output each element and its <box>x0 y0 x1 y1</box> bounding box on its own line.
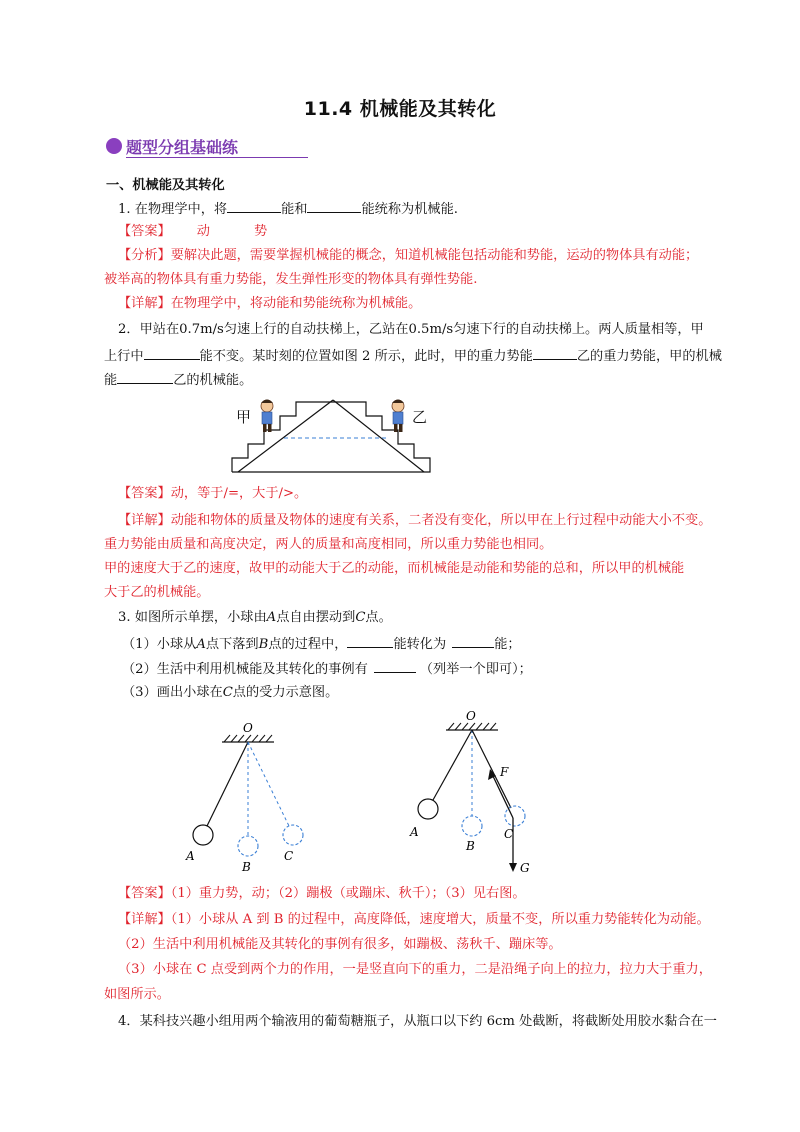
fig-label-jia: 甲 <box>236 408 252 426</box>
ball-A <box>193 825 213 845</box>
q2-detail-line3: 甲的速度大于乙的速度，故甲的动能大于乙的动能，而机械能是动能和势能的总和，所以甲的机械能 <box>104 561 685 576</box>
q3-p1-b: 点下落到 <box>205 637 259 652</box>
q2-line2-c: 乙的重力势能，甲的机械 <box>576 349 722 364</box>
fig-right-B: B <box>466 839 475 853</box>
q2-speed2: 0.5m/s <box>408 322 454 337</box>
q1-text-a: 1. 在物理学中，将 <box>118 202 228 217</box>
q3-detail-line2: （2）生活中利用机械能及其转化的事例有很多，如蹦极、荡秋千、蹦床等。 <box>118 937 562 952</box>
q3-p1-B: B <box>258 637 269 652</box>
string-A <box>433 730 472 800</box>
q1-stem <box>118 198 458 220</box>
ball-B <box>238 836 258 856</box>
q3-detail-text1: （1）小球从 A 到 B 的过程中，高度降低，速度增大，质量不变，所以重力势能转化为动能。 <box>170 912 710 927</box>
answer-label: 【答案】 <box>118 224 171 239</box>
q3-detail-line1 <box>118 910 710 930</box>
q2-blank-3 <box>117 369 173 384</box>
q3-blank-1 <box>347 633 393 648</box>
q2-line2 <box>104 345 722 367</box>
arrowhead-G-icon <box>509 863 517 872</box>
q2-blank-1 <box>144 345 200 360</box>
detail-label: 【详解】 <box>118 296 171 311</box>
q3-blank-3 <box>374 658 416 673</box>
q2-line1-b: 匀速上行的自动扶梯上，乙站在 <box>223 322 409 337</box>
q1-answer <box>118 222 267 242</box>
q3-blank-2 <box>452 633 494 648</box>
q1-detail-text: 在物理学中，将动能和势能统称为机械能。 <box>170 296 422 311</box>
q2-answer-text: 动，等于/=，大于/>。 <box>170 486 308 501</box>
q3-stem-b: 点自由摆动到 <box>276 610 356 625</box>
q3-p1-a: （1）小球从 <box>122 637 197 652</box>
q3-detail-line3: （3）小球在 C 点受到两个力的作用，一是竖直向下的重力，二是沿绳子向上的拉力，拉力大于重力， <box>118 962 712 977</box>
ball-A <box>418 799 438 819</box>
q3-part1 <box>122 633 521 655</box>
ceiling-hatch <box>224 735 272 742</box>
q3-p2-a: （2）生活中利用机械能及其转化的事例有 <box>122 662 368 677</box>
q2-line3 <box>104 369 252 391</box>
bullet-dot-icon <box>106 138 122 154</box>
q2-detail-line1 <box>118 511 711 531</box>
ceiling-hatch <box>448 723 496 730</box>
escalator-down-line <box>333 400 424 472</box>
q3-p1-A: A <box>196 637 206 652</box>
q3-p3-a: （3）画出小球在 <box>122 685 223 700</box>
q3-p1-d: 能转化为 <box>393 637 447 652</box>
ball-C <box>283 825 303 845</box>
fig-right-C: C <box>504 827 514 841</box>
person-jia-icon <box>261 400 273 433</box>
detail-label: 【详解】 <box>118 513 171 528</box>
q2-speed1: 0.7m/s <box>179 322 224 337</box>
q3-stem-c: 点。 <box>365 610 392 625</box>
page-title: 11.4 机械能及其转化 <box>303 98 497 120</box>
q2-line1-a: 2．甲站在 <box>118 322 180 337</box>
q2-detail-text1: 动能和物体的质量及物体的速度有关系，二者没有变化，所以甲在上行过程中动能大小不变。 <box>170 513 712 528</box>
q2-answer <box>118 484 307 504</box>
q3-detail-line4: 如图所示。 <box>104 987 170 1002</box>
q2-line3-b: 乙的机械能。 <box>173 373 253 388</box>
q1-analysis-line2: 被举高的物体具有重力势能，发生弹性形变的物体具有弹性势能. <box>104 272 478 287</box>
q2-detail-line4: 大于乙的机械能。 <box>104 585 210 600</box>
section-banner-text: 题型分组基础练 <box>126 138 239 157</box>
fig-left-C: C <box>284 849 294 863</box>
q3-answer <box>118 884 526 904</box>
q1-blank-2 <box>307 198 361 213</box>
q1-analysis <box>118 246 698 266</box>
pendulum-figure-right <box>400 706 550 878</box>
q3-p3-b: 点的受力示意图。 <box>232 685 339 700</box>
q3-stem-C: C <box>355 610 366 625</box>
banner-underline <box>126 157 308 158</box>
pendulum-figure-left <box>178 718 318 878</box>
q3-answer-text: （1）重力势，动；（2）蹦极（或蹦床、秋千）；（3）见右图。 <box>170 886 526 901</box>
q2-detail-line2: 重力势能由质量和高度决定，两人的质量和高度相同，所以重力势能也相同。 <box>104 537 553 552</box>
q3-stem-a: 3. 如图所示单摆，小球由 <box>118 610 267 625</box>
q3-part2 <box>122 658 532 680</box>
q3-part3 <box>122 683 338 703</box>
ball-B <box>462 816 482 836</box>
q1-text-c: 能统称为机械能. <box>361 202 458 217</box>
person-yi-icon <box>392 400 404 433</box>
q3-p2-b: （列举一个即可）； <box>419 662 532 677</box>
fig-right-G: G <box>520 861 530 875</box>
q1-answer-1: 动 <box>196 224 210 239</box>
escalator-figure <box>226 392 440 476</box>
q2-line2-b: 能不变。某时刻的位置如图 2 所示，此时，甲的重力势能 <box>199 349 533 364</box>
q2-line3-a: 能 <box>104 373 118 388</box>
string-C <box>248 742 289 826</box>
tension-arrow-F <box>492 774 513 818</box>
fig-right-A: A <box>410 825 419 839</box>
q1-answer-2: 势 <box>253 224 268 239</box>
q1-detail <box>118 294 421 314</box>
fig-right-O: O <box>466 709 476 723</box>
q2-line1-c: 匀速下行的自动扶梯上。两人质量相等，甲 <box>453 322 704 337</box>
q1-blank-1 <box>227 198 281 213</box>
escalator-up-line <box>238 400 333 472</box>
q3-stem-A: A <box>266 610 277 625</box>
string-A <box>207 742 248 826</box>
fig-left-B: B <box>242 860 251 874</box>
part1-heading: 一、机械能及其转化 <box>106 178 225 193</box>
q2-blank-2 <box>533 345 577 360</box>
detail-label: 【详解】 <box>118 912 171 927</box>
analysis-label: 【分析】 <box>118 248 171 263</box>
answer-label: 【答案】 <box>118 886 171 901</box>
answer-label: 【答案】 <box>118 486 171 501</box>
q2-line2-a: 上行中 <box>104 349 144 364</box>
fig-right-F: F <box>500 765 509 779</box>
q3-p3-C: C <box>222 685 233 700</box>
section-banner <box>106 135 306 159</box>
fig-label-yi: 乙 <box>412 408 428 426</box>
q1-analysis-line1: 要解决此题，需要掌握机械能的概念，知道机械能包括动能和势能，运动的物体具有动能； <box>170 248 699 263</box>
fig-left-A: A <box>186 849 195 863</box>
q3-p1-c: 点的过程中， <box>268 637 348 652</box>
q3-p1-e: 能； <box>494 637 521 652</box>
q1-text-b: 能和 <box>281 202 308 217</box>
q3-stem <box>118 608 392 628</box>
q2-line1 <box>118 320 704 340</box>
fig-left-O: O <box>243 721 253 735</box>
q4-line1: 4．某科技兴趣小组用两个输液用的葡萄糖瓶子，从瓶口以下约 6cm 处截断，将截断处用胶水黏合在一 <box>118 1014 717 1029</box>
